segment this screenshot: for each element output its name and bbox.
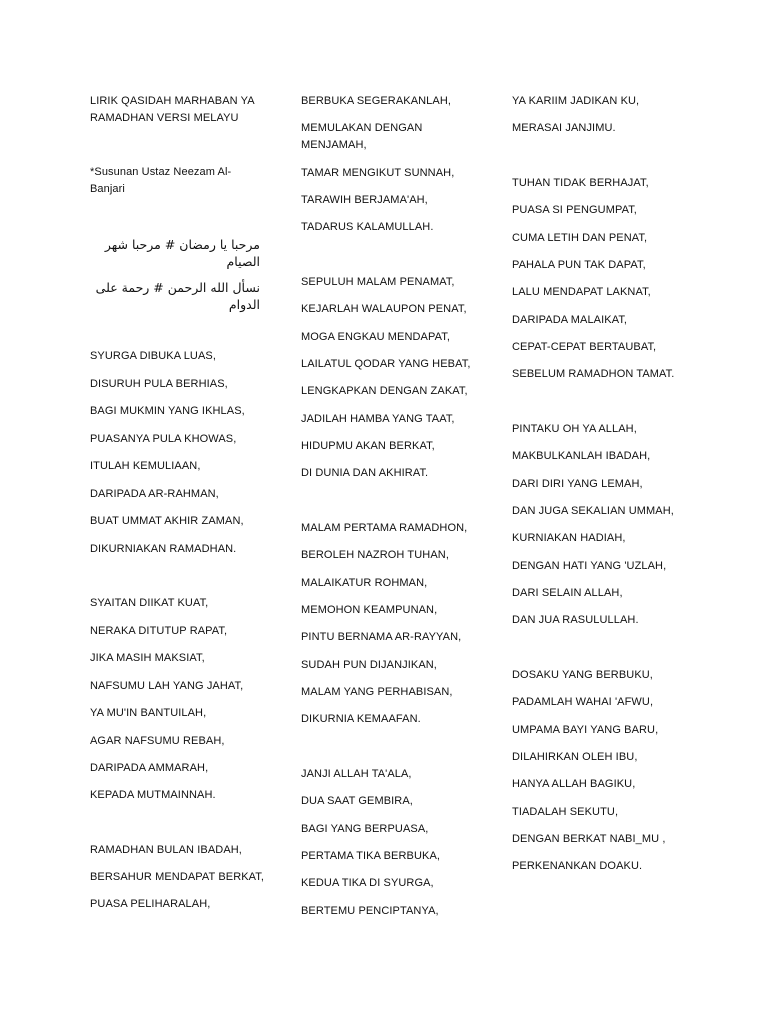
lyric-line: MEMOHON KEAMPUNAN, — [301, 604, 438, 616]
lyric-line: NAFSUMU LAH YANG JAHAT, — [90, 680, 244, 692]
lyric-line: DENGAN BERKAT NABI_MU , — [512, 833, 666, 845]
lyric-line: DOSAKU YANG BERBUKU, — [512, 669, 653, 681]
lyric-line: MAKBULKANLAH IBADAH, — [512, 450, 651, 462]
lyric-line: HANYA ALLAH BAGIKU, — [512, 778, 636, 790]
lyric-line: DARIPADA AR-RAHMAN, — [90, 488, 219, 500]
lyric-line: PERTAMA TIKA BERBUKA, — [301, 850, 441, 862]
lyric-line: UMPAMA BAYI YANG BARU, — [512, 724, 659, 736]
lyric-line: MEMULAKAN DENGAN MENJAMAH, — [301, 122, 423, 151]
lyric-line: DUA SAAT GEMBIRA, — [301, 795, 413, 807]
lyric-line: DARIPADA AMMARAH, — [90, 762, 209, 774]
lyric-line: KEPADA MUTMAINNAH. — [90, 789, 216, 801]
lyric-line: PERKENANKAN DOAKU. — [512, 860, 643, 872]
lyric-line: SEPULUH MALAM PENAMAT, — [301, 276, 455, 288]
lyric-line: AGAR NAFSUMU REBAH, — [90, 735, 225, 747]
lyric-line: BERSAHUR MENDAPAT BERKAT, — [90, 871, 265, 883]
lyric-line: BAGI MUKMIN YANG IKHLAS, — [90, 405, 245, 417]
lyric-line: DAN JUGA SEKALIAN UMMAH, — [512, 505, 674, 517]
lyric-line: BERBUKA SEGERAKANLAH, — [301, 95, 452, 107]
lyric-line: DARIPADA MALAIKAT, — [512, 314, 628, 326]
lyric-line: DARI SELAIN ALLAH, — [512, 587, 623, 599]
lyric-line: PINTAKU OH YA ALLAH, — [512, 423, 637, 435]
lyric-line: PUASANYA PULA KHOWAS, — [90, 433, 237, 445]
lyric-line: HIDUPMU AKAN BERKAT, — [301, 440, 435, 452]
lyric-line: BEROLEH NAZROH TUHAN, — [301, 549, 449, 561]
lyric-line: SYAITAN DIIKAT KUAT, — [90, 597, 209, 609]
lyric-line: RAMADHAN BULAN IBADAH, — [90, 844, 242, 856]
lyric-line: LALU MENDAPAT LAKNAT, — [512, 286, 651, 298]
lyric-line: KURNIAKAN HADIAH, — [512, 532, 626, 544]
lyric-line: DAN JUA RASULULLAH. — [512, 614, 639, 626]
lyric-line: MERASAI JANJIMU. — [512, 122, 616, 134]
lyric-line: DIKURNIAKAN RAMADHAN. — [90, 543, 237, 555]
lyric-line: MALAM PERTAMA RAMADHON, — [301, 522, 468, 534]
arabic-verse-line: مرحبا يا رمضان # مرحبا شهر الصيام — [104, 237, 260, 269]
lyric-line: LENGKAPKAN DENGAN ZAKAT, — [301, 385, 468, 397]
lyric-line: CEPAT-CEPAT BERTAUBAT, — [512, 341, 657, 353]
lyric-line: ITULAH KEMULIAAN, — [90, 460, 201, 472]
lyric-line: KEJARLAH WALAUPON PENAT, — [301, 303, 467, 315]
lyric-line: NERAKA DITUTUP RAPAT, — [90, 625, 228, 637]
lyric-line: SYURGA DIBUKA LUAS, — [90, 350, 216, 362]
lyric-line: BAGI YANG BERPUASA, — [301, 823, 429, 835]
author-credit: *Susunan Ustaz Neezam Al-Banjari — [90, 166, 232, 195]
lyric-line: MALAIKATUR ROHMAN, — [301, 577, 428, 589]
lyric-line: TADARUS KALAMULLAH. — [301, 221, 434, 233]
lyric-line: BERTEMU PENCIPTANYA, — [301, 905, 439, 917]
lyric-line: JIKA MASIH MAKSIAT, — [90, 652, 205, 664]
lyric-line: YA KARIIM JADIKAN KU, — [512, 95, 640, 107]
lyric-line: PAHALA PUN TAK DAPAT, — [512, 259, 646, 271]
lyric-line: DARI DIRI YANG LEMAH, — [512, 478, 643, 490]
lyric-line: TARAWIH BERJAMA'AH, — [301, 194, 428, 206]
lyric-line: JANJI ALLAH TA'ALA, — [301, 768, 412, 780]
lyric-line: PINTU BERNAMA AR-RAYYAN, — [301, 631, 462, 643]
lyric-line: DI DUNIA DAN AKHIRAT. — [301, 467, 429, 479]
lyric-line: SEBELUM RAMADHON TAMAT. — [512, 368, 675, 380]
lyric-line: TIADALAH SEKUTU, — [512, 806, 619, 818]
lyric-line: SUDAH PUN DIJANJIKAN, — [301, 659, 437, 671]
lyric-line: LAILATUL QODAR YANG HEBAT, — [301, 358, 471, 370]
lyric-line: TUHAN TIDAK BERHAJAT, — [512, 177, 649, 189]
lyric-line: DENGAN HATI YANG 'UZLAH, — [512, 560, 667, 572]
lyric-line: YA MU'IN BANTUILAH, — [90, 707, 207, 719]
lyric-line: PUASA PELIHARALAH, — [90, 898, 211, 910]
lyric-line: JADILAH HAMBA YANG TAAT, — [301, 413, 455, 425]
lyric-line: CUMA LETIH DAN PENAT, — [512, 232, 648, 244]
lyric-line: MOGA ENGKAU MENDAPAT, — [301, 331, 450, 343]
lyric-line: MALAM YANG PERHABISAN, — [301, 686, 453, 698]
lyric-line: TAMAR MENGIKUT SUNNAH, — [301, 167, 455, 179]
lyric-line: DILAHIRKAN OLEH IBU, — [512, 751, 638, 763]
lyric-line: PUASA SI PENGUMPAT, — [512, 204, 637, 216]
lyric-line: DIKURNIA KEMAAFAN. — [301, 713, 421, 725]
lyric-line: PADAMLAH WAHAI 'AFWU, — [512, 696, 654, 708]
document-title: LIRIK QASIDAH MARHABAN YA RAMADHAN VERSI MELAYU — [90, 95, 255, 124]
arabic-verse-line: نسأل الله الرحمن # رحمة على الدوام — [95, 280, 260, 312]
lyric-line: DISURUH PULA BERHIAS, — [90, 378, 228, 390]
lyric-line: KEDUA TIKA DI SYURGA, — [301, 877, 434, 889]
lyric-line: BUAT UMMAT AKHIR ZAMAN, — [90, 515, 244, 527]
